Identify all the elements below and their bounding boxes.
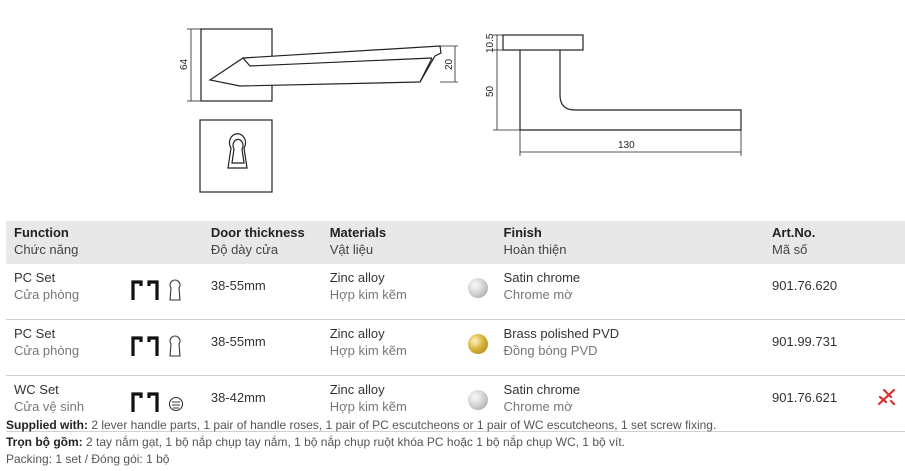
header-art-no: Art.No. Mã số xyxy=(772,225,816,257)
lever-pair-icon xyxy=(130,390,160,414)
header-door-thickness: Door thickness Độ dày cửa xyxy=(210,225,305,257)
technical-drawing xyxy=(0,0,905,215)
lever-pair-icon xyxy=(130,278,160,302)
packing-line: Packing: 1 set / Đóng gói: 1 bộ xyxy=(6,452,170,466)
escutcheon-view xyxy=(200,120,272,192)
front-view xyxy=(201,29,441,101)
table-row: WC Set Cửa vệ sinh 38-42mm Zinc alloy Hợp kim kẽm Satin chrome Chrome mờ 901.76.621 xyxy=(6,376,905,432)
header-materials: Materials Vật liệu xyxy=(329,225,387,257)
dim-label-130: 130 xyxy=(618,140,635,151)
pc-keyhole-icon xyxy=(168,334,182,358)
wc-turn-icon xyxy=(168,390,184,414)
pc-keyhole-icon xyxy=(168,278,182,302)
tron-bo-line: Trọn bộ gồm: 2 tay nắm gạt, 1 bộ nắp chụp tay nắm, 1 bộ nắp chụp ruột khóa PC hoặc 1 bộ nắp chụp WC, 1 bộ vít. xyxy=(6,435,625,449)
table-row: PC Set Cửa phòng 38-55mm Zinc alloy Hợp kim kẽm Brass polished PVD Đồng bóng PVD 901.99.731 xyxy=(6,320,905,376)
dim-label-10-5: 10.5 xyxy=(485,33,496,53)
dim-label-64: 64 xyxy=(179,58,190,70)
airplane-icon xyxy=(877,387,897,407)
finish-swatch-satin-chrome xyxy=(468,278,488,298)
finish-swatch-brass-polished xyxy=(468,334,488,354)
side-view xyxy=(503,35,741,130)
dim-lever-projection xyxy=(493,50,520,130)
supply-notes xyxy=(6,417,716,468)
lever-pair-icon xyxy=(130,334,160,358)
table-row: PC Set Cửa phòng 38-55mm Zinc alloy Hợp kim kẽm Satin chrome Chrome mờ 901.76.620 xyxy=(6,264,905,320)
table-header-row xyxy=(6,221,905,264)
finish-swatch-satin-chrome xyxy=(468,390,488,410)
header-function: Function Chức năng xyxy=(14,225,79,257)
supplied-with-line: Supplied with: 2 lever handle parts, 1 pair of handle roses, 1 pair of PC escutcheons or 1 pair of WC escutcheons, 1 set screw fixing. xyxy=(6,418,717,432)
header-finish: Finish Hoàn thiện xyxy=(503,225,567,257)
dim-label-50: 50 xyxy=(485,85,496,97)
spec-table xyxy=(6,221,905,432)
dim-label-20: 20 xyxy=(444,58,455,70)
